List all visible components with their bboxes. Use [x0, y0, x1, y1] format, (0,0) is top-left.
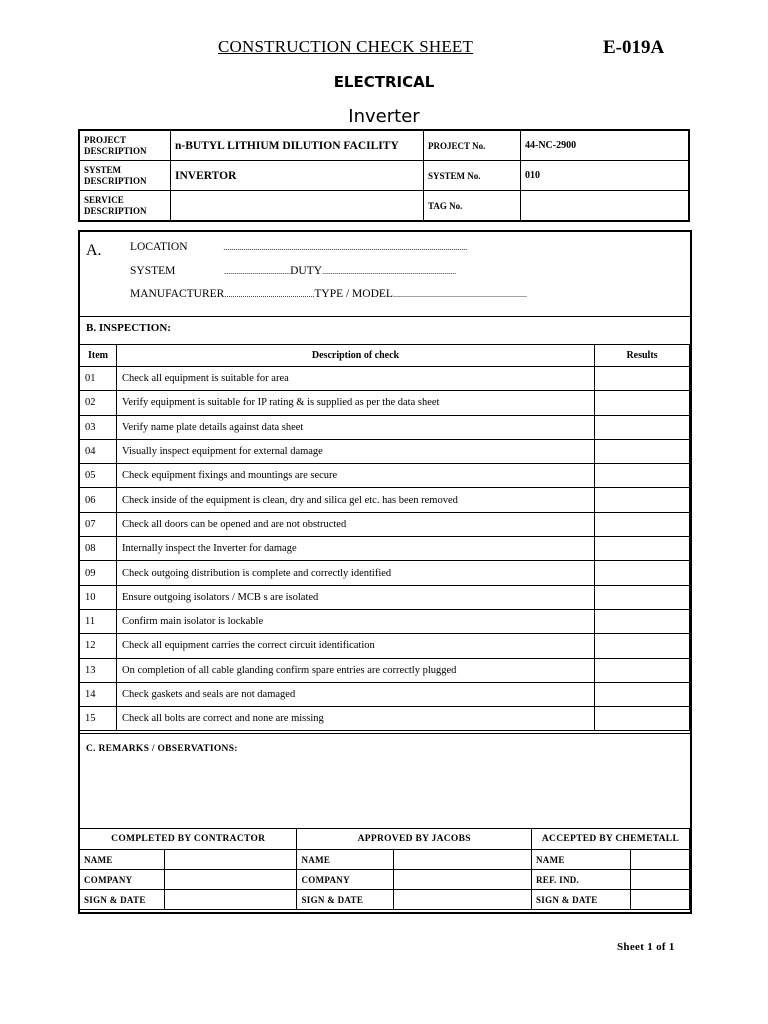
item-number: 06 — [80, 488, 117, 512]
column-item: Item — [80, 345, 117, 367]
inspection-row — [80, 488, 690, 512]
duty-field[interactable]: ................................................................... — [322, 267, 457, 276]
section-a-marker: A. — [86, 242, 102, 259]
item-number: 10 — [80, 585, 117, 609]
item-number: 14 — [80, 682, 117, 706]
item-number: 03 — [80, 415, 117, 439]
label-line-1: PROJECT — [84, 134, 127, 145]
location-label: LOCATION — [130, 241, 188, 253]
check-description: Check gaskets and seals are not damaged — [117, 682, 595, 706]
item-number: 08 — [80, 537, 117, 561]
service-row — [79, 191, 689, 222]
manufacturer-field[interactable]: ............................................. — [224, 290, 315, 299]
discipline-heading: ELECTRICAL — [333, 73, 435, 91]
result-field[interactable] — [595, 707, 690, 731]
result-field[interactable] — [595, 634, 690, 658]
result-field[interactable] — [595, 464, 690, 488]
contractor-name-label: NAME — [80, 850, 165, 870]
completed-by-heading: COMPLETED BY CONTRACTOR — [80, 829, 297, 850]
inspection-header-row — [80, 345, 690, 367]
section-divider — [80, 733, 690, 734]
system-description-value[interactable]: INVERTOR — [171, 161, 424, 191]
chemetall-sign-label: SIGN & DATE — [531, 890, 630, 910]
result-field[interactable] — [595, 512, 690, 536]
system-field[interactable]: ................................. — [224, 267, 291, 276]
contractor-company-label: COMPANY — [80, 870, 165, 890]
document-code: E-019A — [603, 37, 665, 58]
system-no-value[interactable]: 010 — [521, 161, 690, 191]
inspection-row — [80, 658, 690, 682]
contractor-sign-field[interactable] — [165, 890, 297, 910]
inspection-row — [80, 537, 690, 561]
inspection-row — [80, 439, 690, 463]
inspection-row — [80, 609, 690, 633]
system-label: SYSTEM — [130, 265, 176, 277]
item-number: 05 — [80, 464, 117, 488]
inspection-table — [79, 344, 690, 731]
check-description: Check outgoing distribution is complete and correctly identified — [117, 561, 595, 585]
inspection-row — [80, 585, 690, 609]
item-number: 15 — [80, 707, 117, 731]
check-description: Check equipment fixings and mountings are secure — [117, 464, 595, 488]
manufacturer-label: MANUFACTURER — [130, 288, 225, 300]
system-duty-line — [130, 265, 456, 277]
label-line-2: DESCRIPTION — [84, 145, 147, 156]
jacobs-company-field[interactable] — [394, 870, 531, 890]
manufacturer-type-line — [130, 288, 527, 300]
document-title: CONSTRUCTION CHECK SHEET — [218, 37, 474, 56]
result-field[interactable] — [595, 488, 690, 512]
section-c-title: C. REMARKS / OBSERVATIONS: — [86, 744, 238, 754]
label-line-2: DESCRIPTION — [84, 175, 147, 186]
project-row — [79, 130, 689, 161]
system-description-label — [79, 161, 171, 191]
inspection-row — [80, 464, 690, 488]
check-description: Check inside of the equipment is clean, dry and silica gel etc. has been removed — [117, 488, 595, 512]
chemetall-ref-ind-label: REF. IND. — [531, 870, 630, 890]
check-description: Check all equipment carries the correct circuit identification — [117, 634, 595, 658]
jacobs-name-field[interactable] — [394, 850, 531, 870]
jacobs-company-label: COMPANY — [297, 870, 394, 890]
signoff-name-row — [80, 850, 690, 870]
result-field[interactable] — [595, 561, 690, 585]
result-field[interactable] — [595, 367, 690, 391]
inspection-row — [80, 415, 690, 439]
inspection-row — [80, 561, 690, 585]
column-description: Description of check — [117, 345, 595, 367]
result-field[interactable] — [595, 391, 690, 415]
label-line-1: SERVICE — [84, 194, 124, 205]
result-field[interactable] — [595, 682, 690, 706]
inspection-row — [80, 707, 690, 731]
service-description-label — [79, 191, 171, 222]
result-field[interactable] — [595, 658, 690, 682]
item-number: 12 — [80, 634, 117, 658]
result-field[interactable] — [595, 415, 690, 439]
section-divider — [80, 316, 690, 317]
inspection-row — [80, 512, 690, 536]
chemetall-name-field[interactable] — [630, 850, 689, 870]
check-description: Verify equipment is suitable for IP rating & is supplied as per the data sheet — [117, 391, 595, 415]
chemetall-ref-ind-field[interactable] — [630, 870, 689, 890]
item-number: 01 — [80, 367, 117, 391]
location-field[interactable]: .......................................................................................................................... — [223, 243, 468, 252]
project-info-table — [78, 129, 690, 222]
item-number: 04 — [80, 439, 117, 463]
item-number: 09 — [80, 561, 117, 585]
inspection-row — [80, 367, 690, 391]
type-model-field[interactable]: ................................................................... — [392, 290, 527, 299]
duty-label: DUTY — [290, 265, 323, 277]
tag-no-label: TAG No. — [424, 191, 521, 222]
chemetall-sign-field[interactable] — [630, 890, 689, 910]
contractor-name-field[interactable] — [165, 850, 297, 870]
jacobs-name-label: NAME — [297, 850, 394, 870]
item-number: 02 — [80, 391, 117, 415]
column-results: Results — [595, 345, 690, 367]
check-description: Verify name plate details against data sheet — [117, 415, 595, 439]
chemetall-name-label: NAME — [531, 850, 630, 870]
check-description: Check all doors can be opened and are not obstructed — [117, 512, 595, 536]
check-description: Ensure outgoing isolators / MCB s are isolated — [117, 585, 595, 609]
inspection-row — [80, 682, 690, 706]
label-line-1: SYSTEM — [84, 164, 122, 175]
signoff-table — [79, 828, 690, 910]
check-description: Visually inspect equipment for external damage — [117, 439, 595, 463]
label-line-2: DESCRIPTION — [84, 205, 147, 216]
type-model-label: TYPE / MODEL — [314, 288, 393, 300]
result-field[interactable] — [595, 585, 690, 609]
result-field[interactable] — [595, 439, 690, 463]
item-number: 07 — [80, 512, 117, 536]
inspection-row — [80, 391, 690, 415]
jacobs-sign-field[interactable] — [394, 890, 531, 910]
equipment-heading: Inverter — [348, 106, 420, 127]
check-description: Confirm main isolator is lockable — [117, 609, 595, 633]
service-description-value[interactable] — [171, 191, 424, 222]
result-field[interactable] — [595, 609, 690, 633]
accepted-by-heading: ACCEPTED BY CHEMETALL — [531, 829, 689, 850]
jacobs-sign-label: SIGN & DATE — [297, 890, 394, 910]
item-number: 11 — [80, 609, 117, 633]
signoff-company-row — [80, 870, 690, 890]
result-field[interactable] — [595, 537, 690, 561]
check-description: Check all bolts are correct and none are missing — [117, 707, 595, 731]
project-description-label — [79, 130, 171, 161]
project-no-value[interactable]: 44-NC-2900 — [521, 130, 690, 161]
project-description-value[interactable]: n-BUTYL LITHIUM DILUTION FACILITY — [171, 130, 424, 161]
system-row — [79, 161, 689, 191]
approved-by-heading: APPROVED BY JACOBS — [297, 829, 531, 850]
tag-no-value[interactable] — [521, 191, 690, 222]
contractor-company-field[interactable] — [165, 870, 297, 890]
inspection-row — [80, 634, 690, 658]
check-description: Check all equipment is suitable for area — [117, 367, 595, 391]
signoff-sign-row — [80, 890, 690, 910]
project-no-label: PROJECT No. — [424, 130, 521, 161]
check-description: Internally inspect the Inverter for damage — [117, 537, 595, 561]
item-number: 13 — [80, 658, 117, 682]
signoff-header-row — [80, 829, 690, 850]
section-b-title: B. INSPECTION: — [86, 322, 171, 334]
location-line — [130, 241, 467, 253]
check-description: On completion of all cable glanding confirm spare entries are correctly plugged — [117, 658, 595, 682]
sheet-number: Sheet 1 of 1 — [617, 941, 675, 953]
system-no-label: SYSTEM No. — [424, 161, 521, 191]
remarks-field[interactable] — [86, 760, 682, 824]
contractor-sign-label: SIGN & DATE — [80, 890, 165, 910]
